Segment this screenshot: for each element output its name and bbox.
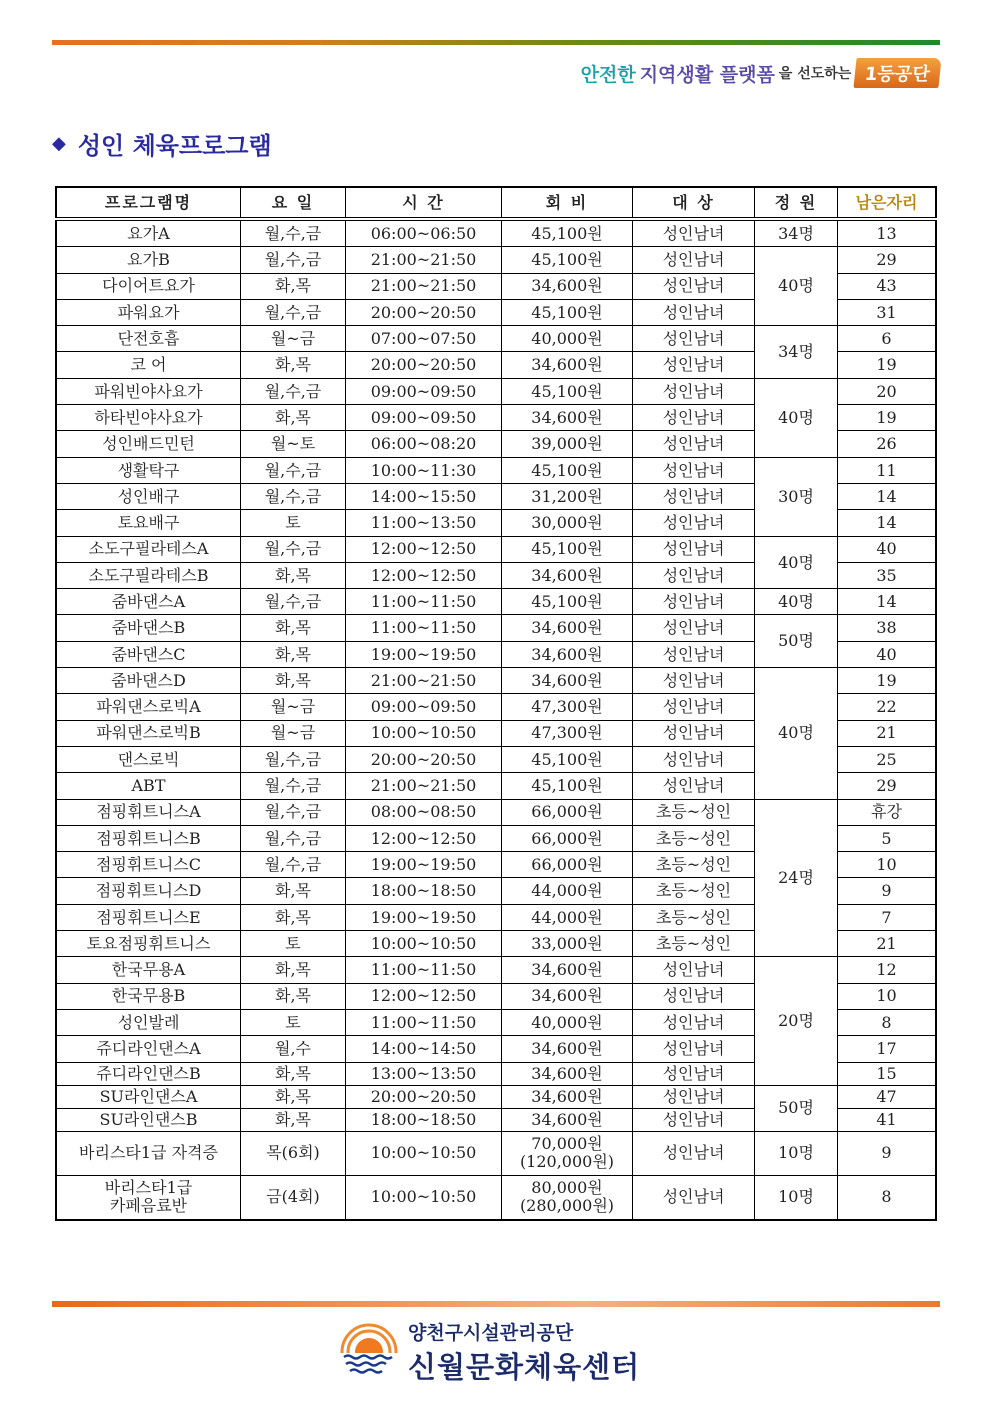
time-cell: 18:00~18:50 <box>346 1108 502 1131</box>
time-cell: 11:00~11:50 <box>346 957 502 983</box>
time-cell: 12:00~12:50 <box>346 825 502 851</box>
table-header-row <box>56 187 936 219</box>
remaining-cell: 17 <box>838 1036 937 1062</box>
target-cell: 성인남녀 <box>633 1085 755 1108</box>
remaining-cell: 14 <box>838 510 937 536</box>
remaining-cell: 10 <box>838 852 937 878</box>
time-cell: 10:00~11:30 <box>346 457 502 483</box>
fee-cell: 34,600원 <box>502 615 633 641</box>
header-target: 대 상 <box>633 187 755 219</box>
program-name-cell: SU라인댄스B <box>56 1108 241 1131</box>
days-cell: 월,수,금 <box>241 457 346 483</box>
days-cell: 월,수,금 <box>241 799 346 825</box>
program-name-cell: 점핑휘트니스B <box>56 825 241 851</box>
days-cell: 월~금 <box>241 694 346 720</box>
capacity-cell: 34명 <box>755 219 838 247</box>
program-name-cell: 성인배구 <box>56 483 241 509</box>
remaining-cell: 12 <box>838 957 937 983</box>
remaining-cell: 40 <box>838 641 937 667</box>
days-cell: 화,목 <box>241 1085 346 1108</box>
time-cell: 10:00~10:50 <box>346 1175 502 1220</box>
table-row <box>56 1085 936 1108</box>
days-cell: 월,수,금 <box>241 378 346 404</box>
header-remaining: 남은자리 <box>838 187 937 219</box>
days-cell: 화,목 <box>241 273 346 299</box>
target-cell: 성인남녀 <box>633 1108 755 1131</box>
remaining-cell: 41 <box>838 1108 937 1131</box>
remaining-cell: 38 <box>838 615 937 641</box>
days-cell: 월,수,금 <box>241 825 346 851</box>
target-cell: 성인남녀 <box>633 957 755 983</box>
time-cell: 12:00~12:50 <box>346 983 502 1009</box>
time-cell: 11:00~11:50 <box>346 1009 502 1035</box>
remaining-cell: 10 <box>838 983 937 1009</box>
target-cell: 성인남녀 <box>633 483 755 509</box>
target-cell: 초등~성인 <box>633 852 755 878</box>
remaining-cell: 40 <box>838 536 937 562</box>
fee-cell: 45,100원 <box>502 773 633 799</box>
remaining-cell: 6 <box>838 326 937 352</box>
time-cell: 14:00~14:50 <box>346 1036 502 1062</box>
days-cell: 토 <box>241 510 346 536</box>
fee-cell: 34,600원 <box>502 957 633 983</box>
program-name-cell: ABT <box>56 773 241 799</box>
program-name-cell: 토요점핑휘트니스 <box>56 931 241 957</box>
fee-cell: 47,300원 <box>502 720 633 746</box>
target-cell: 성인남녀 <box>633 1036 755 1062</box>
target-cell: 성인남녀 <box>633 536 755 562</box>
fee-cell: 44,000원 <box>502 904 633 930</box>
remaining-cell: 9 <box>838 878 937 904</box>
footer-org-name: 양천구시설관리공단 <box>408 1322 574 1344</box>
program-name-cell: 점핑휘트니스D <box>56 878 241 904</box>
program-name-cell: 하타빈야사요가 <box>56 405 241 431</box>
fee-cell: 70,000원 (120,000원) <box>502 1131 633 1175</box>
slogan-part-2: 지역생활 플랫폼 <box>639 63 775 86</box>
target-cell: 성인남녀 <box>633 983 755 1009</box>
time-cell: 10:00~10:50 <box>346 1131 502 1175</box>
table-row <box>56 668 936 694</box>
target-cell: 초등~성인 <box>633 878 755 904</box>
capacity-cell: 40명 <box>755 247 838 326</box>
program-name-cell: 줌바댄스D <box>56 668 241 694</box>
target-cell: 성인남녀 <box>633 299 755 325</box>
fee-cell: 45,100원 <box>502 378 633 404</box>
fee-cell: 45,100원 <box>502 536 633 562</box>
fee-cell: 45,100원 <box>502 219 633 247</box>
fee-cell: 34,600원 <box>502 405 633 431</box>
sun-wave-logo-icon <box>340 1323 398 1381</box>
days-cell: 월,수,금 <box>241 219 346 247</box>
time-cell: 20:00~20:50 <box>346 746 502 772</box>
footer-center-name: 신월문화체육센터 <box>408 1350 641 1384</box>
remaining-cell: 25 <box>838 746 937 772</box>
days-cell: 월,수,금 <box>241 852 346 878</box>
target-cell: 성인남녀 <box>633 589 755 615</box>
time-cell: 20:00~20:50 <box>346 299 502 325</box>
fee-cell: 34,600원 <box>502 352 633 378</box>
program-name-cell: 한국무용B <box>56 983 241 1009</box>
days-cell: 화,목 <box>241 878 346 904</box>
remaining-cell: 15 <box>838 1062 937 1085</box>
time-cell: 12:00~12:50 <box>346 536 502 562</box>
days-cell: 월~금 <box>241 326 346 352</box>
header-capacity: 정 원 <box>755 187 838 219</box>
time-cell: 08:00~08:50 <box>346 799 502 825</box>
target-cell: 성인남녀 <box>633 615 755 641</box>
slogan-badge: 1등공단 <box>854 58 942 88</box>
diamond-bullet-icon: ◆ <box>52 133 66 154</box>
time-cell: 11:00~13:50 <box>346 510 502 536</box>
capacity-cell: 40명 <box>755 589 838 615</box>
target-cell: 성인남녀 <box>633 510 755 536</box>
time-cell: 11:00~11:50 <box>346 589 502 615</box>
footer-logo <box>340 1318 640 1386</box>
fee-cell: 44,000원 <box>502 878 633 904</box>
fee-cell: 34,600원 <box>502 641 633 667</box>
days-cell: 월,수,금 <box>241 589 346 615</box>
target-cell: 초등~성인 <box>633 799 755 825</box>
target-cell: 초등~성인 <box>633 931 755 957</box>
remaining-cell: 20 <box>838 378 937 404</box>
capacity-cell: 24명 <box>755 799 838 957</box>
program-name-cell: 점핑휘트니스C <box>56 852 241 878</box>
time-cell: 10:00~10:50 <box>346 931 502 957</box>
fee-cell: 34,600원 <box>502 983 633 1009</box>
capacity-cell: 34명 <box>755 326 838 379</box>
days-cell: 화,목 <box>241 904 346 930</box>
program-name-cell: 요가B <box>56 247 241 273</box>
program-name-cell: 단전호흡 <box>56 326 241 352</box>
remaining-cell: 26 <box>838 431 937 457</box>
slogan-part-3: 을 선도하는 <box>778 66 852 82</box>
days-cell: 월,수,금 <box>241 773 346 799</box>
fee-cell: 34,600원 <box>502 1108 633 1131</box>
program-name-cell: 다이어트요가 <box>56 273 241 299</box>
slogan-banner <box>581 58 940 88</box>
days-cell: 토 <box>241 1009 346 1035</box>
time-cell: 21:00~21:50 <box>346 273 502 299</box>
program-name-cell: 요가A <box>56 219 241 247</box>
fee-cell: 30,000원 <box>502 510 633 536</box>
table-row <box>56 1131 936 1175</box>
program-name-cell: 점핑휘트니스E <box>56 904 241 930</box>
remaining-cell: 47 <box>838 1085 937 1108</box>
header-fee: 회 비 <box>502 187 633 219</box>
days-cell: 월,수,금 <box>241 483 346 509</box>
target-cell: 성인남녀 <box>633 668 755 694</box>
days-cell: 토 <box>241 931 346 957</box>
days-cell: 화,목 <box>241 983 346 1009</box>
program-name-cell: 파워댄스로빅A <box>56 694 241 720</box>
time-cell: 09:00~09:50 <box>346 378 502 404</box>
table-row <box>56 378 936 404</box>
remaining-cell: 9 <box>838 1131 937 1175</box>
capacity-cell: 40명 <box>755 668 838 799</box>
target-cell: 성인남녀 <box>633 431 755 457</box>
fee-cell: 66,000원 <box>502 852 633 878</box>
capacity-cell: 50명 <box>755 615 838 668</box>
time-cell: 09:00~09:50 <box>346 694 502 720</box>
capacity-cell: 10명 <box>755 1131 838 1175</box>
target-cell: 초등~성인 <box>633 825 755 851</box>
days-cell: 월~금 <box>241 720 346 746</box>
time-cell: 19:00~19:50 <box>346 852 502 878</box>
remaining-cell: 13 <box>838 219 937 247</box>
remaining-cell: 8 <box>838 1175 937 1220</box>
target-cell: 성인남녀 <box>633 1009 755 1035</box>
program-name-cell: 파워댄스로빅B <box>56 720 241 746</box>
table-row <box>56 247 936 273</box>
days-cell: 화,목 <box>241 562 346 588</box>
fee-cell: 40,000원 <box>502 326 633 352</box>
table-row <box>56 1175 936 1220</box>
fee-cell: 47,300원 <box>502 694 633 720</box>
remaining-cell: 22 <box>838 694 937 720</box>
fee-cell: 34,600원 <box>502 1062 633 1085</box>
program-name-cell: 성인배드민턴 <box>56 431 241 457</box>
fee-cell: 66,000원 <box>502 825 633 851</box>
days-cell: 화,목 <box>241 352 346 378</box>
days-cell: 화,목 <box>241 615 346 641</box>
capacity-cell: 10명 <box>755 1175 838 1220</box>
program-name-cell: 쥬디라인댄스B <box>56 1062 241 1085</box>
table-row <box>56 326 936 352</box>
program-name-cell: 파워요가 <box>56 299 241 325</box>
fee-cell: 66,000원 <box>502 799 633 825</box>
table-row <box>56 957 936 983</box>
fee-cell: 45,100원 <box>502 247 633 273</box>
program-name-cell: 줌바댄스B <box>56 615 241 641</box>
fee-cell: 33,000원 <box>502 931 633 957</box>
fee-cell: 45,100원 <box>502 457 633 483</box>
program-table <box>55 186 937 1221</box>
remaining-cell: 31 <box>838 299 937 325</box>
remaining-cell: 19 <box>838 668 937 694</box>
program-name-cell: 성인발레 <box>56 1009 241 1035</box>
time-cell: 21:00~21:50 <box>346 773 502 799</box>
days-cell: 화,목 <box>241 957 346 983</box>
table-row <box>56 589 936 615</box>
program-name-cell: 코 어 <box>56 352 241 378</box>
target-cell: 성인남녀 <box>633 352 755 378</box>
days-cell: 월~토 <box>241 431 346 457</box>
table-row <box>56 457 936 483</box>
time-cell: 18:00~18:50 <box>346 878 502 904</box>
program-name-cell: 토요배구 <box>56 510 241 536</box>
remaining-cell: 21 <box>838 931 937 957</box>
time-cell: 11:00~11:50 <box>346 615 502 641</box>
days-cell: 월,수,금 <box>241 746 346 772</box>
target-cell: 초등~성인 <box>633 904 755 930</box>
bottom-divider <box>52 1301 940 1307</box>
capacity-cell: 40명 <box>755 536 838 589</box>
time-cell: 20:00~20:50 <box>346 352 502 378</box>
days-cell: 월,수 <box>241 1036 346 1062</box>
target-cell: 성인남녀 <box>633 746 755 772</box>
remaining-cell: 29 <box>838 247 937 273</box>
remaining-cell: 19 <box>838 405 937 431</box>
target-cell: 성인남녀 <box>633 247 755 273</box>
target-cell: 성인남녀 <box>633 694 755 720</box>
fee-cell: 39,000원 <box>502 431 633 457</box>
time-cell: 06:00~08:20 <box>346 431 502 457</box>
time-cell: 21:00~21:50 <box>346 668 502 694</box>
days-cell: 목(6회) <box>241 1131 346 1175</box>
table-row <box>56 615 936 641</box>
days-cell: 화,목 <box>241 641 346 667</box>
program-name-cell: 댄스로빅 <box>56 746 241 772</box>
fee-cell: 45,100원 <box>502 746 633 772</box>
program-name-cell: 줌바댄스A <box>56 589 241 615</box>
remaining-cell: 21 <box>838 720 937 746</box>
table-row <box>56 536 936 562</box>
days-cell: 금(4회) <box>241 1175 346 1220</box>
header-program: 프로그램명 <box>56 187 241 219</box>
program-name-cell: 점핑휘트니스A <box>56 799 241 825</box>
days-cell: 월,수,금 <box>241 247 346 273</box>
remaining-cell: 휴강 <box>838 799 937 825</box>
days-cell: 화,목 <box>241 1108 346 1131</box>
target-cell: 성인남녀 <box>633 378 755 404</box>
target-cell: 성인남녀 <box>633 273 755 299</box>
target-cell: 성인남녀 <box>633 720 755 746</box>
remaining-cell: 29 <box>838 773 937 799</box>
fee-cell: 80,000원 (280,000원) <box>502 1175 633 1220</box>
program-name-cell: 쥬디라인댄스A <box>56 1036 241 1062</box>
time-cell: 10:00~10:50 <box>346 720 502 746</box>
remaining-cell: 14 <box>838 589 937 615</box>
days-cell: 화,목 <box>241 405 346 431</box>
target-cell: 성인남녀 <box>633 219 755 247</box>
time-cell: 12:00~12:50 <box>346 562 502 588</box>
target-cell: 성인남녀 <box>633 1062 755 1085</box>
remaining-cell: 14 <box>838 483 937 509</box>
days-cell: 월,수,금 <box>241 536 346 562</box>
program-name-cell: 소도구필라테스A <box>56 536 241 562</box>
remaining-cell: 11 <box>838 457 937 483</box>
remaining-cell: 5 <box>838 825 937 851</box>
table-row <box>56 799 936 825</box>
remaining-cell: 7 <box>838 904 937 930</box>
time-cell: 09:00~09:50 <box>346 405 502 431</box>
capacity-cell: 40명 <box>755 378 838 457</box>
target-cell: 성인남녀 <box>633 405 755 431</box>
program-name-cell: 줌바댄스C <box>56 641 241 667</box>
capacity-cell: 20명 <box>755 957 838 1085</box>
fee-cell: 34,600원 <box>502 1085 633 1108</box>
fee-cell: 34,600원 <box>502 1036 633 1062</box>
remaining-cell: 19 <box>838 352 937 378</box>
target-cell: 성인남녀 <box>633 457 755 483</box>
time-cell: 07:00~07:50 <box>346 326 502 352</box>
table-row <box>56 219 936 247</box>
slogan-part-1: 안전한 <box>580 63 636 86</box>
remaining-cell: 8 <box>838 1009 937 1035</box>
time-cell: 06:00~06:50 <box>346 219 502 247</box>
time-cell: 14:00~15:50 <box>346 483 502 509</box>
program-name-cell: 한국무용A <box>56 957 241 983</box>
header-time: 시 간 <box>346 187 502 219</box>
program-name-cell: 생활탁구 <box>56 457 241 483</box>
remaining-cell: 43 <box>838 273 937 299</box>
target-cell: 성인남녀 <box>633 562 755 588</box>
time-cell: 20:00~20:50 <box>346 1085 502 1108</box>
header-days: 요 일 <box>241 187 346 219</box>
days-cell: 화,목 <box>241 668 346 694</box>
target-cell: 성인남녀 <box>633 1131 755 1175</box>
section-title-text: 성인 체육프로그램 <box>77 132 272 160</box>
capacity-cell: 30명 <box>755 457 838 536</box>
fee-cell: 34,600원 <box>502 273 633 299</box>
program-name-cell: 바리스타1급 자격증 <box>56 1131 241 1175</box>
time-cell: 13:00~13:50 <box>346 1062 502 1085</box>
fee-cell: 40,000원 <box>502 1009 633 1035</box>
target-cell: 성인남녀 <box>633 641 755 667</box>
program-name-cell: 바리스타1급 카페음료반 <box>56 1175 241 1220</box>
target-cell: 성인남녀 <box>633 1175 755 1220</box>
fee-cell: 34,600원 <box>502 668 633 694</box>
program-name-cell: 소도구필라테스B <box>56 562 241 588</box>
time-cell: 19:00~19:50 <box>346 641 502 667</box>
fee-cell: 45,100원 <box>502 589 633 615</box>
program-name-cell: SU라인댄스A <box>56 1085 241 1108</box>
section-title <box>52 126 272 161</box>
remaining-cell: 35 <box>838 562 937 588</box>
fee-cell: 45,100원 <box>502 299 633 325</box>
top-divider <box>52 40 940 45</box>
program-name-cell: 파워빈야사요가 <box>56 378 241 404</box>
target-cell: 성인남녀 <box>633 326 755 352</box>
days-cell: 월,수,금 <box>241 299 346 325</box>
fee-cell: 31,200원 <box>502 483 633 509</box>
time-cell: 19:00~19:50 <box>346 904 502 930</box>
days-cell: 화,목 <box>241 1062 346 1085</box>
fee-cell: 34,600원 <box>502 562 633 588</box>
time-cell: 21:00~21:50 <box>346 247 502 273</box>
capacity-cell: 50명 <box>755 1085 838 1131</box>
target-cell: 성인남녀 <box>633 773 755 799</box>
